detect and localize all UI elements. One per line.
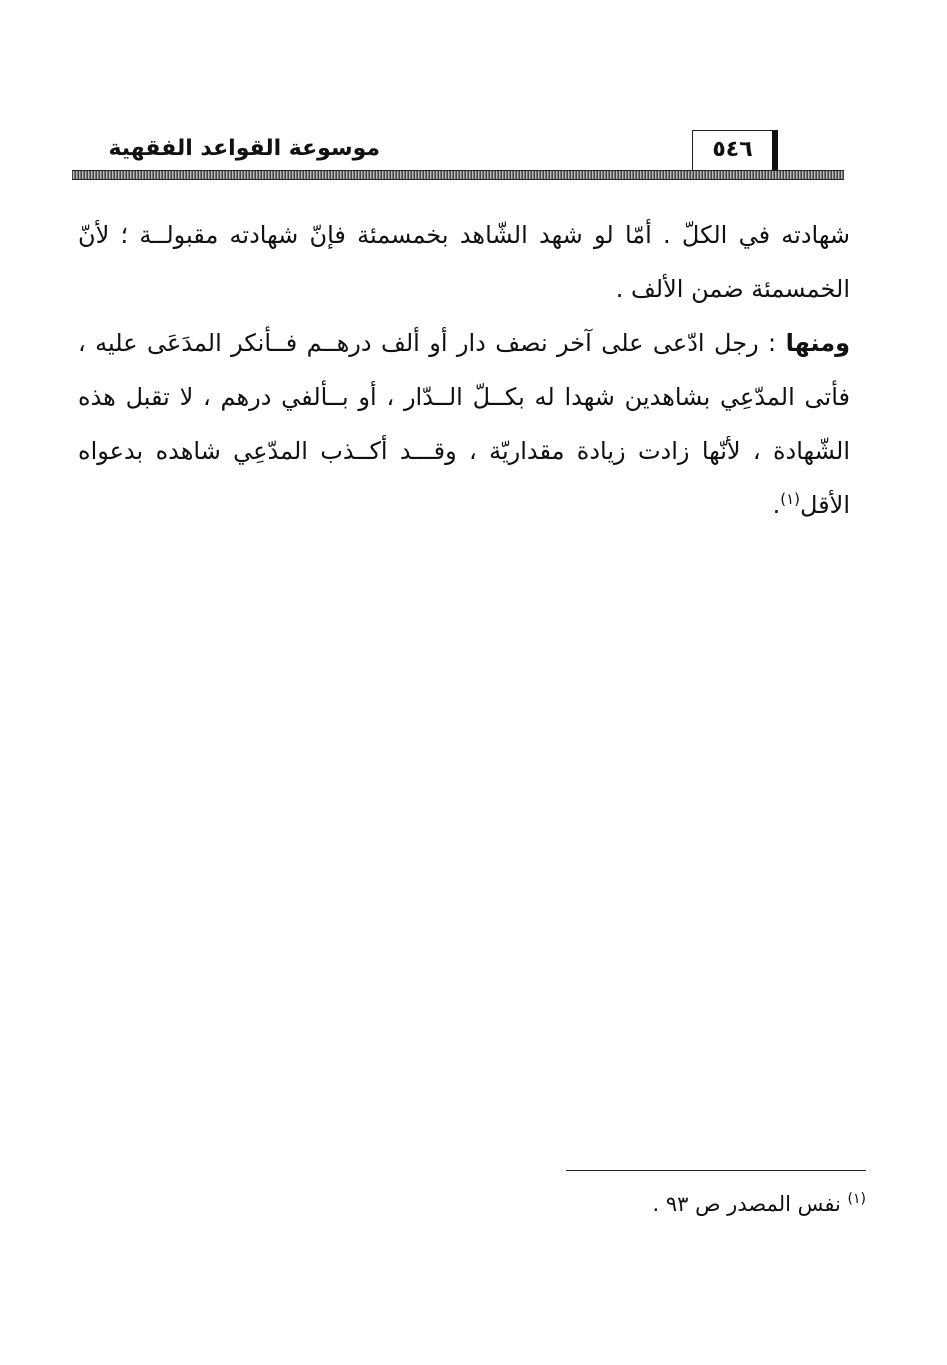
footnote (520, 1186, 866, 1222)
paragraph-text: : رجل ادّعى على آخر نصف دار أو ألف درهــم فــأنكر المدَعَى عليه ، فأتى المدّعِي بشاهدين شهدا له بكــلّ الــدّار ، أو بــألفي درهم ، لا تقبل هذه الشّهادة ، لأنّها زادت زيادة مقداريّة ، وقـــد أكــذب المدّعِي شاهده بدعواه الأقل (78, 329, 850, 519)
footnote-divider (566, 1170, 866, 1171)
paragraph-lead-word: ومنها (785, 329, 850, 357)
paragraph-text: شهادته في الكلّ . أمّا لو شهد الشّاهد بخمسمئة فإنّ شهادته مقبولــة ؛ لأنّ الخمسمئة ضمن الألف . (78, 221, 850, 303)
paragraph (78, 208, 850, 316)
paragraph-end: . (772, 491, 781, 519)
paragraph (78, 316, 850, 532)
main-text (78, 208, 850, 532)
page-number: ٥٤٦ (692, 130, 778, 170)
book-title: موسوعة القواعد الفقهية (108, 136, 380, 161)
footnote-reference[interactable]: (١) (780, 490, 800, 508)
footnote-marker: (١) (847, 1191, 866, 1207)
page-header (72, 128, 844, 188)
footnote-text: نفس المصدر ص ٩٣ . (652, 1192, 848, 1216)
header-divider (72, 170, 844, 180)
